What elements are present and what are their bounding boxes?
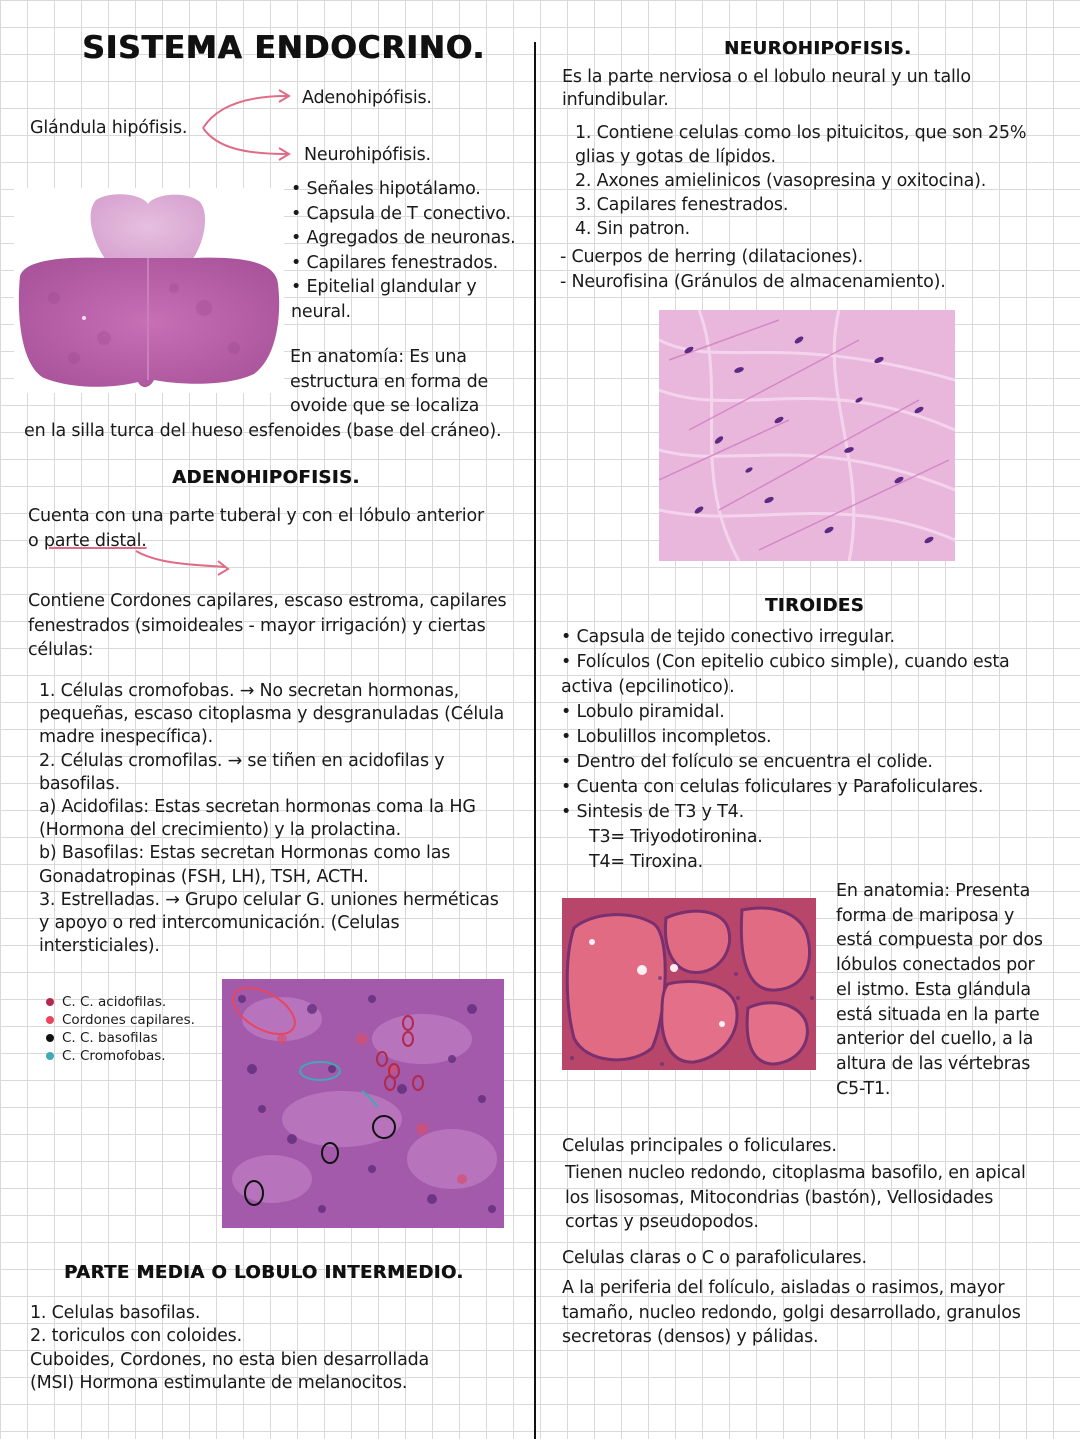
tiroides-bullet: • Capsula de tejido conectivo irregular. <box>561 627 895 647</box>
bullet-item: • Epitelial glandular y <box>291 277 477 297</box>
legend-label: Cordones capilares. <box>62 1012 195 1028</box>
neuro-intro <box>562 66 1062 112</box>
cordones-line: Contiene Cordones capilares, escaso estroma, capilares <box>28 591 507 611</box>
tiroides-anatomy-line: altura de las vértebras <box>836 1053 1031 1074</box>
legend-dot <box>46 1052 54 1060</box>
list-item: pequeñas, escaso citoplasma y desgranuladas (Célula <box>39 704 505 725</box>
anatomy-last-line: en la silla turca del hueso esfenoides (base del cráneo). <box>24 421 502 441</box>
tiroides-bullet: • Lobulo piramidal. <box>561 702 725 722</box>
bullet-item: • Agregados de neuronas. <box>291 228 516 248</box>
principales-line: cortas y pseudopodos. <box>565 1212 759 1232</box>
anatomy-line: ovoide que se localiza <box>290 396 480 416</box>
legend-dot <box>46 998 54 1006</box>
neuro-list-item: 1. Contiene celulas como los pituicitos, que son 25% <box>575 123 1027 143</box>
hipofisis-anatomy <box>290 345 530 419</box>
tiroides-anatomy-line: C5-T1. <box>836 1078 891 1099</box>
pituitary-micrograph <box>14 188 284 393</box>
neuro-dashes <box>560 245 1060 295</box>
bullet-item: neural. <box>291 301 351 322</box>
section-heading-adenohipofisis: ADENOHIPOFISIS. <box>172 467 360 488</box>
cordones-line: células: <box>28 640 94 660</box>
neuro-list-item: glias y gotas de lípidos. <box>575 147 776 167</box>
media-line: Cuboides, Cordones, no esta bien desarrollada <box>30 1349 430 1370</box>
legend-label: C. C. acidofilas. <box>62 994 167 1010</box>
list-item: y apoyo o red intercomunicación. (Celulas <box>39 913 400 934</box>
tiroides-anatomy-line: En anatomia: Presenta <box>836 881 1031 901</box>
principales-title: Celulas principales o foliculares. <box>562 1136 837 1156</box>
list-item: 2. Células cromofilas. → se tiñen en acidofilas y <box>39 750 445 771</box>
adeno-intro-line: Cuenta con una parte tuberal y con el lóbulo anterior <box>28 506 484 526</box>
cordones-line: fenestrados (simoideales - mayor irrigación) y ciertas <box>28 615 486 636</box>
tiroides-bullet: • Dentro del folículo se encuentra el colide. <box>561 752 933 772</box>
legend-item <box>46 1047 195 1065</box>
curved-arrow <box>130 545 240 585</box>
legend-dot <box>46 1034 54 1042</box>
legend-label: C. C. basofilas <box>62 1030 158 1046</box>
tiroides-anatomy-line: el istmo. Esta glándula <box>836 979 1031 1000</box>
adeno-cell-list <box>39 680 529 958</box>
tiroides-anatomy <box>836 879 1076 1101</box>
intro-prefix: o <box>28 530 44 551</box>
claras-line: A la periferia del folículo, aisladas o rasimos, mayor <box>562 1278 1005 1298</box>
hipofisis-bullets <box>291 177 531 324</box>
tiroides-bullets <box>561 625 1061 875</box>
adeno-intro <box>28 504 528 553</box>
tiroides-bullet: T3= Triyodotironina. <box>589 827 763 847</box>
principales-text <box>565 1161 1065 1235</box>
claras-line: tamaño, nucleo redondo, golgi desarrollado, granulos <box>562 1302 1021 1323</box>
list-item: 1. Células cromofobas. → No secretan hormonas, <box>39 681 459 701</box>
neuro-list-item: 2. Axones amielinicos (vasopresina y oxitocina). <box>575 171 987 191</box>
branch-adenohipofisis: Adenohipófisis. <box>302 88 432 108</box>
list-item: basofilas. <box>39 773 120 794</box>
neuro-intro-line: Es la parte nerviosa o el lobulo neural y un tallo <box>562 67 971 87</box>
micrograph-legend <box>46 993 195 1065</box>
neuro-list-item: 4. Sin patron. <box>575 219 690 239</box>
tiroides-bullet: activa (epcilinotico). <box>561 677 735 697</box>
tiroides-bullet: • Sintesis de T3 y T4. <box>561 802 744 822</box>
neuro-list <box>575 121 1065 241</box>
neuro-dash-item: - Neurofisina (Gránulos de almacenamiento). <box>560 272 946 292</box>
neurohipofisis-micrograph <box>659 310 955 561</box>
legend-item <box>46 993 195 1011</box>
neuro-dash-item: - Cuerpos de herring (dilataciones). <box>560 247 863 267</box>
tiroides-anatomy-line: está compuesta por dos <box>836 930 1043 951</box>
anatomy-line: En anatomía: Es una <box>290 347 467 367</box>
section-heading-tiroides: TIROIDES <box>765 595 865 616</box>
list-item: madre inespecífica). <box>39 727 213 748</box>
bullet-item: • Señales hipotálamo. <box>291 179 481 199</box>
adeno-intro-line <box>28 529 528 554</box>
neuro-intro-line: infundibular. <box>562 90 669 110</box>
tiroides-anatomy-line: forma de mariposa y <box>836 905 1015 926</box>
tiroides-bullet: • Lobulillos incompletos. <box>561 727 772 747</box>
tiroides-anatomy-line: lóbulos conectados por <box>836 955 1035 976</box>
legend-item <box>46 1011 195 1029</box>
media-line: (MSI) Hormona estimulante de melanocitos. <box>30 1373 408 1394</box>
neuro-list-item: 3. Capilares fenestrados. <box>575 195 789 215</box>
claras-line: secretoras (densos) y pálidas. <box>562 1327 819 1347</box>
list-item: a) Acidofilas: Estas secretan hormonas coma la HG <box>39 797 476 818</box>
principales-line: los lisosomas, Mitocondrias (bastón), Vellosidades <box>565 1187 994 1208</box>
tiroides-micrograph <box>562 898 816 1070</box>
branch-arrows <box>195 86 305 166</box>
media-line: 1. Celulas basofilas. <box>30 1303 201 1323</box>
intro-underlined: parte distal. <box>43 530 147 551</box>
tiroides-bullet: • Cuenta con celulas foliculares y Parafoliculares. <box>561 777 984 797</box>
list-item: 3. Estrelladas. → Grupo celular G. uniones herméticas <box>39 889 499 910</box>
bullet-item: • Capsula de T conectivo. <box>291 203 511 224</box>
list-item: (Hormona del crecimiento) y la prolactina. <box>39 820 402 841</box>
bullet-item: • Capilares fenestrados. <box>291 252 499 273</box>
claras-title: Celulas claras o C o parafoliculares. <box>562 1248 867 1268</box>
gland-label: Glándula hipófisis. <box>30 118 188 138</box>
adeno-cordones <box>28 589 528 663</box>
anatomy-line: estructura en forma de <box>290 371 489 392</box>
media-line: 2. toriculos con coloides. <box>30 1326 242 1347</box>
branch-neurohipofisis: Neurohipófisis. <box>304 145 431 165</box>
page-title: SISTEMA ENDOCRINO. <box>82 30 485 66</box>
tiroides-bullet: • Folículos (Con epitelio cubico simple), cuando esta <box>561 652 1010 672</box>
principales-line: Tienen nucleo redondo, citoplasma basofilo, en apical <box>565 1163 1026 1183</box>
tiroides-anatomy-line: anterior del cuello, a la <box>836 1029 1034 1050</box>
legend-dot <box>46 1016 54 1024</box>
tiroides-anatomy-line: está situada en la parte <box>836 1004 1040 1025</box>
legend-label: C. Cromofobas. <box>62 1048 166 1064</box>
column-divider <box>534 42 536 1439</box>
list-item: b) Basofilas: Estas secretan Hormonas como las <box>39 843 451 864</box>
list-item: Gonadatropinas (FSH, LH), TSH, ACTH. <box>39 866 369 887</box>
claras-text <box>562 1276 1062 1350</box>
section-heading-parte-media: PARTE MEDIA O LOBULO INTERMEDIO. <box>64 1262 464 1283</box>
parte-media-text <box>30 1302 530 1396</box>
list-item: intersticiales). <box>39 936 160 957</box>
section-heading-neurohipofisis: NEUROHIPOFISIS. <box>724 38 912 59</box>
adenohipofisis-micrograph <box>222 979 504 1228</box>
tiroides-bullet: T4= Tiroxina. <box>589 852 704 872</box>
legend-item <box>46 1029 195 1047</box>
